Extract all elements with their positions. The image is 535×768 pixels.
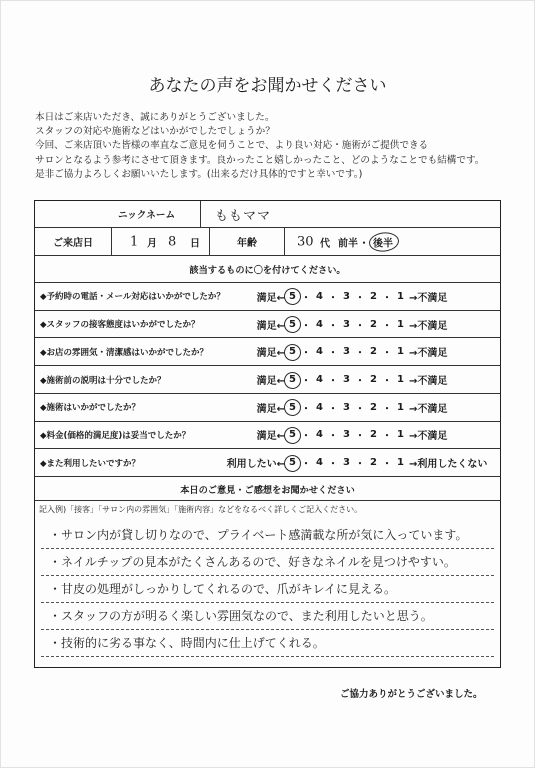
rating-option: 3 <box>343 318 350 330</box>
intro-line: スタッフの対応や施術などはいかがでしたでしょうか？ <box>35 126 275 138</box>
visit-date-row <box>35 228 500 256</box>
rating-option: 2 <box>370 429 377 441</box>
rating-separator: ・ <box>301 403 311 415</box>
intro-line: 本日はご来店いただき、誠にありがとうございました。 <box>35 112 275 123</box>
rating-separator: ・ <box>382 459 392 471</box>
rating-scale <box>286 449 407 476</box>
question-text: ◆スタッフの接客態度はいかがでしたか？ <box>40 320 200 331</box>
comments-area <box>35 501 500 667</box>
question-text: ◆料金(価格的満足度)は妥当でしたか？ <box>40 430 191 441</box>
rating-option: 2 <box>370 290 377 302</box>
rating-option: 4 <box>316 346 323 358</box>
rating-separator: ・ <box>355 292 365 304</box>
intro-text <box>35 111 515 182</box>
rating-separator: ・ <box>382 403 392 415</box>
scale-right-label: →不満足 <box>409 348 448 360</box>
scale-right-label: →不満足 <box>409 292 448 304</box>
age-decade-value: 30 <box>297 234 314 249</box>
rating-separator: ・ <box>382 431 392 443</box>
age-label: 年齢 <box>210 228 285 255</box>
question-row <box>35 366 500 394</box>
scale-right-label: →不満足 <box>409 403 448 415</box>
scale-right-label: →不満足 <box>409 320 448 332</box>
rating-separator: ・ <box>355 403 365 415</box>
age-value <box>285 228 500 255</box>
question-row <box>35 449 500 477</box>
rating-option: 3 <box>343 429 350 441</box>
rating-option: 4 <box>316 457 323 469</box>
rating-scale <box>286 311 407 338</box>
intro-line: 今回、ご来店頂いた皆様の率直なご意見を伺うことで、より良い対応・施術がご提供できる <box>35 140 429 152</box>
rating-option: 2 <box>370 318 377 330</box>
age-separator: ・ <box>359 238 369 249</box>
rating-option-selected: 5 <box>286 319 299 330</box>
rating-separator: ・ <box>382 320 392 332</box>
rating-option: 2 <box>370 457 377 469</box>
rating-separator: ・ <box>301 348 311 360</box>
comment-line: ・サロン内が貸し切りなので、プライベート感満載な所が気に入っています。 <box>41 522 494 549</box>
thank-you-note: ご協力ありがとうございました。 <box>340 689 483 700</box>
rating-separator: ・ <box>355 459 365 471</box>
scale-left-label: 満足← <box>256 431 285 443</box>
comment-line: ・スタッフの方が明るく楽しい雰囲気なので、また利用したいと思う。 <box>41 603 494 630</box>
age-option-early: 前半 <box>338 238 358 249</box>
rating-option: 4 <box>316 374 323 386</box>
rating-separator: ・ <box>328 431 338 443</box>
rating-separator: ・ <box>355 348 365 360</box>
rating-option-selected: 5 <box>286 429 299 440</box>
rating-option: 2 <box>370 401 377 413</box>
question-row <box>35 422 500 450</box>
visit-date-label: ご来店日 <box>35 228 112 255</box>
scale-left-label: 満足← <box>256 320 285 332</box>
rating-option-selected: 5 <box>286 402 299 413</box>
rating-option: 4 <box>316 429 323 441</box>
rating-option: 4 <box>316 290 323 302</box>
rating-separator: ・ <box>301 459 311 471</box>
visit-day-value: 8 <box>168 234 177 249</box>
scale-left-label: 満足← <box>256 292 285 304</box>
intro-line: サロンとなるよう参考にさせて頂きます。良かったこと嬉しかったこと、どのようなことでも結構です。 <box>35 154 485 166</box>
question-text: ◆施術前の説明は十分でしたか？ <box>40 375 166 386</box>
survey-table <box>34 200 501 668</box>
age-option-late: 後半 <box>373 234 393 249</box>
rating-option-selected: 5 <box>286 346 299 357</box>
rating-separator: ・ <box>328 292 338 304</box>
nickname-row <box>35 201 500 228</box>
scale-left-label: 満足← <box>256 348 285 360</box>
scale-right-label: →不満足 <box>409 431 448 443</box>
comment-line: ・ネイルチップの見本がたくさんあるので、好きなネイルを見つけやすい。 <box>41 549 494 576</box>
scale-right-label: →不満足 <box>409 376 448 388</box>
visit-month-value: 1 <box>130 234 139 249</box>
rating-separator: ・ <box>382 348 392 360</box>
rating-option: 3 <box>343 457 350 469</box>
question-text: ◆また利用したいですか？ <box>40 458 141 469</box>
rating-option: 3 <box>343 374 350 386</box>
scale-left-label: 満足← <box>256 403 285 415</box>
rating-scale <box>286 394 407 421</box>
question-row <box>35 283 500 311</box>
form-title: あなたの声をお聞かせください <box>148 76 387 96</box>
rating-separator: ・ <box>355 320 365 332</box>
rating-separator: ・ <box>382 292 392 304</box>
rating-separator: ・ <box>328 376 338 388</box>
rating-separator: ・ <box>301 320 311 332</box>
rating-option: 1 <box>397 290 404 302</box>
question-row <box>35 394 500 422</box>
rating-separator: ・ <box>328 320 338 332</box>
month-unit: 月 <box>147 238 157 249</box>
scale-left-label: 利用したい← <box>226 459 285 471</box>
rating-option: 3 <box>343 290 350 302</box>
rating-scale <box>286 366 407 393</box>
rating-questions <box>35 283 500 477</box>
rating-option: 1 <box>397 401 404 413</box>
rating-option: 1 <box>397 346 404 358</box>
rating-option-selected: 5 <box>286 457 299 468</box>
comment-line: ・甘皮の処理がしっかりしてくれるので、爪がキレイに見える。 <box>41 576 494 603</box>
nickname-value: ももママ <box>215 208 272 224</box>
rating-separator: ・ <box>328 459 338 471</box>
intro-line: 是非ご協力よろしくお願いいたします。(出来るだけ具体的ですと幸いです。) <box>35 168 363 180</box>
rating-scale <box>286 422 407 449</box>
rating-option: 4 <box>316 318 323 330</box>
scale-right-label: →利用したくない <box>409 459 488 471</box>
rating-separator: ・ <box>301 431 311 443</box>
nickname-label: ニックネーム <box>35 201 201 227</box>
rating-separator: ・ <box>355 431 365 443</box>
rating-option: 3 <box>343 401 350 413</box>
rating-separator: ・ <box>382 376 392 388</box>
question-text: ◆施術はいかがでしたか？ <box>40 403 141 414</box>
comment-lines <box>41 522 494 657</box>
rating-option: 3 <box>343 346 350 358</box>
rating-separator: ・ <box>328 403 338 415</box>
question-text: ◆予約時の電話・メール対応はいかがでしたか？ <box>40 292 225 303</box>
rating-option: 2 <box>370 374 377 386</box>
rating-option-selected: 5 <box>286 291 299 302</box>
visit-date-value <box>112 228 210 255</box>
rating-separator: ・ <box>301 292 311 304</box>
rating-separator: ・ <box>301 376 311 388</box>
rating-option: 1 <box>397 318 404 330</box>
rating-option: 1 <box>397 457 404 469</box>
age-decade-unit: 代 <box>320 238 330 249</box>
rating-separator: ・ <box>355 376 365 388</box>
rating-separator: ・ <box>328 348 338 360</box>
question-row <box>35 311 500 339</box>
comments-hint: 記入例)「接客」「サロン内の雰囲気」「施術内容」などをなるべく詳しくご記入ください。 <box>39 505 363 514</box>
rating-scale <box>286 338 407 365</box>
rating-option-selected: 5 <box>286 374 299 385</box>
rating-option: 4 <box>316 401 323 413</box>
scale-left-label: 満足← <box>256 376 285 388</box>
day-unit: 日 <box>190 238 200 249</box>
rating-instructions: 該当するものに〇を付けてください。 <box>35 256 500 283</box>
question-row <box>35 338 500 366</box>
question-text: ◆お店の雰囲気・清潔感はいかがでしたか？ <box>40 347 209 358</box>
comment-line: ・技術的に劣る事なく、時間内に仕上げてくれる。 <box>41 630 494 657</box>
rating-option: 1 <box>397 429 404 441</box>
rating-option: 2 <box>370 346 377 358</box>
comments-header: 本日のご意見・ご感想をお聞かせください <box>35 477 500 501</box>
rating-option: 1 <box>397 374 404 386</box>
rating-scale <box>286 283 407 310</box>
